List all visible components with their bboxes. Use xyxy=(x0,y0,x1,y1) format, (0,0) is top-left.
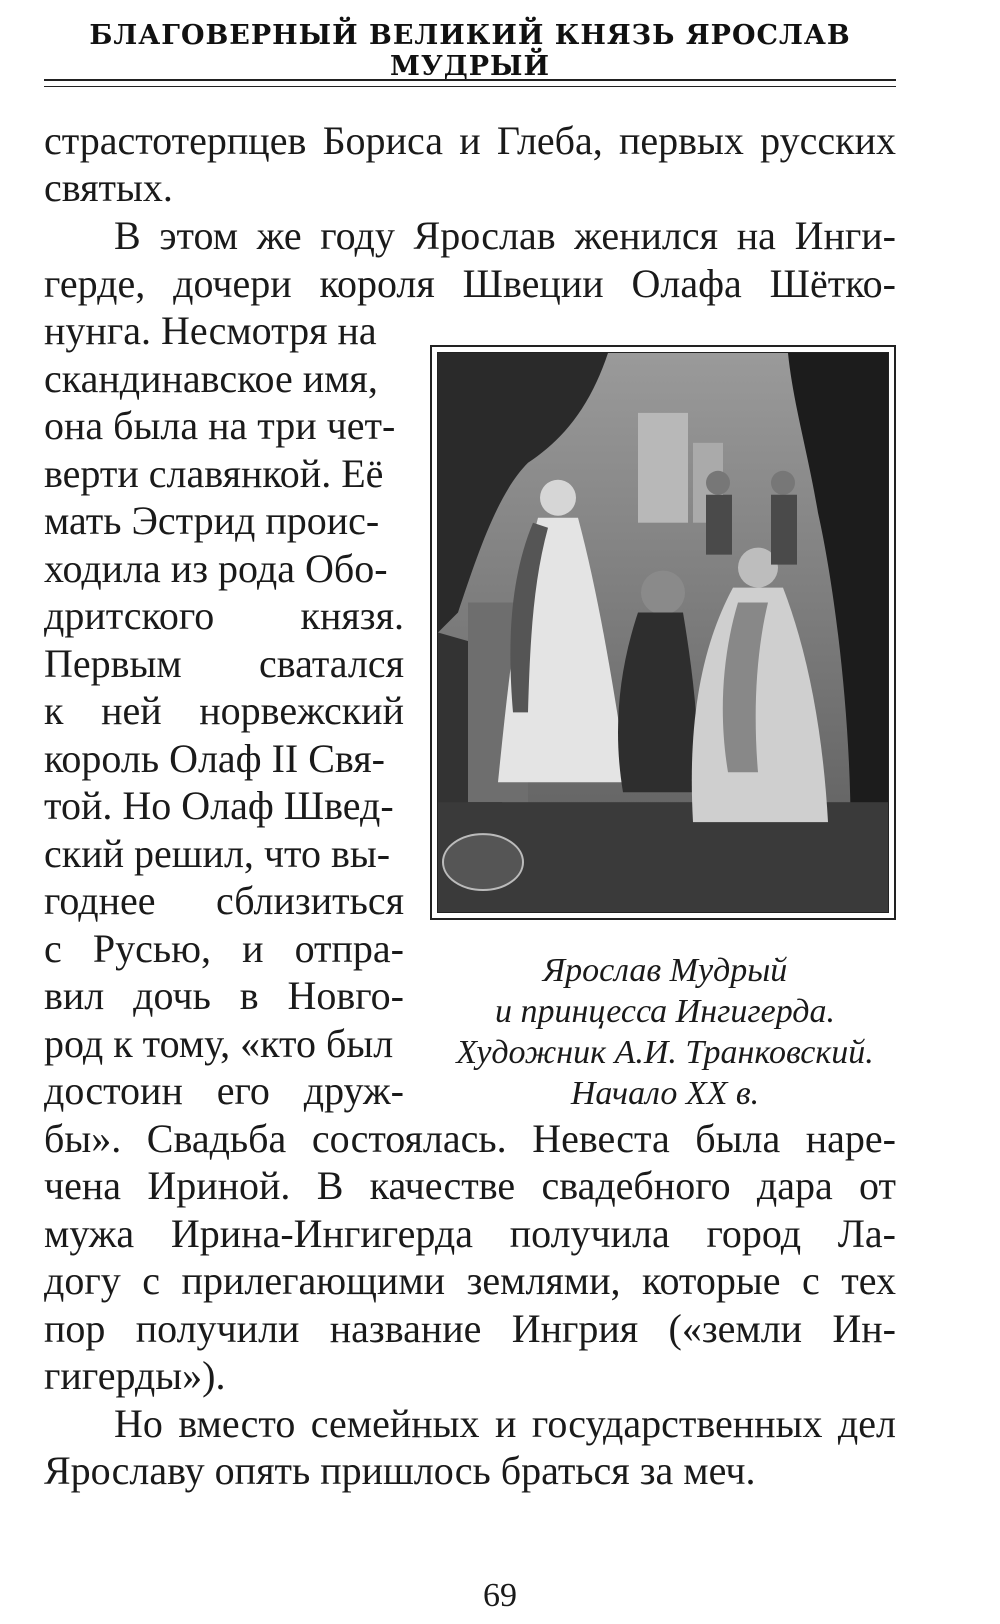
body-line: ходила из рода Обо- xyxy=(44,546,388,591)
body-line: ский решил, что вы- xyxy=(44,831,391,876)
body-line: достоин его друж- xyxy=(44,1068,404,1113)
header-rule xyxy=(44,79,896,81)
body-line: род к тому, «кто был xyxy=(44,1021,394,1066)
body-line: с Русью, и отпра- xyxy=(44,926,404,971)
body-line: она была на три чет- xyxy=(44,403,396,448)
body-line: мужа Ирина-Ингигерда получила город Ла- xyxy=(44,1211,896,1256)
caption-line: Художник А.И. Транковский. xyxy=(456,1034,874,1071)
body-line: мать Эстрид проис- xyxy=(44,498,380,543)
figure-caption xyxy=(420,950,910,1114)
painting-image xyxy=(438,353,888,912)
body-line: герде, дочери короля Швеции Олафа Шётко- xyxy=(44,261,896,306)
caption-line: Ярослав Мудрый xyxy=(542,952,788,989)
body-line: святых. xyxy=(44,165,173,210)
body-line: король Олаф II Свя- xyxy=(44,736,385,781)
body-line: догу с прилегающими землями, которые с тех xyxy=(44,1258,896,1303)
body-line: дритского князя. xyxy=(44,593,404,638)
caption-line: и принцесса Ингигерда. xyxy=(495,993,835,1030)
body-line: гигерды»). xyxy=(44,1353,226,1398)
body-line: пор получили название Ингрия («земли Ин- xyxy=(44,1306,896,1351)
body-line: той. Но Олаф Швед- xyxy=(44,783,394,828)
body-line: верти славянкой. Её xyxy=(44,451,384,496)
body-line: нунга. Несмотря на xyxy=(44,308,377,353)
body-line: В этом же году Ярослав женился на Инги- xyxy=(114,213,896,258)
body-line: страстотерпцев Бориса и Глеба, первых русских xyxy=(44,118,896,163)
caption-line: Начало XX в. xyxy=(570,1075,760,1112)
body-line: скандинавское имя, xyxy=(44,356,378,401)
body-line: Первым сватался xyxy=(44,641,404,686)
body-line: Ярославу опять пришлось браться за меч. xyxy=(44,1448,756,1493)
illustration xyxy=(437,352,889,913)
header-rule-thin xyxy=(44,86,896,87)
body-line: годнее сблизиться xyxy=(44,878,404,923)
body-line: Но вместо семейных и государственных дел xyxy=(114,1401,896,1446)
illustration-frame xyxy=(430,345,896,920)
body-line: к ней норвежский xyxy=(44,688,404,733)
running-header: БЛАГОВЕРНЫЙ ВЕЛИКИЙ КНЯЗЬ ЯРОСЛАВ МУДРЫЙ xyxy=(89,20,851,82)
body-line: чена Ириной. В качестве свадебного дара от xyxy=(44,1163,896,1208)
page-number: 69 xyxy=(483,1577,517,1614)
body-line: вил дочь в Новго- xyxy=(44,973,404,1018)
body-line: бы». Свадьба состоялась. Невеста была наре- xyxy=(44,1116,896,1161)
